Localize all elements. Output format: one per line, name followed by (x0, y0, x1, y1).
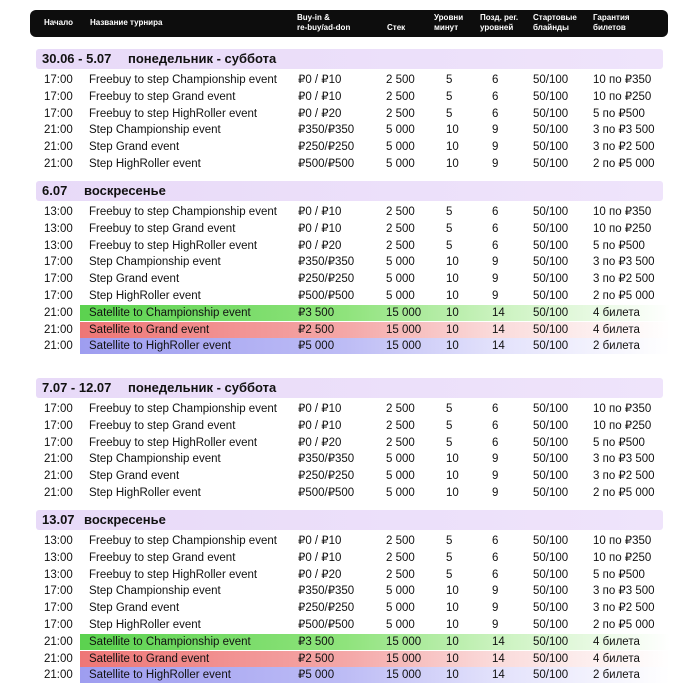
cell-levels: 10 (446, 124, 459, 137)
day-header (36, 49, 663, 69)
table-row (0, 238, 700, 255)
cell-buyin: ₽350/₽350 (298, 124, 355, 137)
cell-stack: 5 000 (386, 470, 415, 483)
cell-levels: 5 (446, 74, 453, 86)
cell-guarantee: 3 по ₽3 500 (593, 256, 655, 269)
cell-stack: 2 500 (386, 419, 415, 432)
cell-blinds: 50/100 (533, 74, 569, 86)
table-row (0, 89, 700, 106)
table-row (0, 271, 700, 288)
cell-time: 17:00 (44, 602, 73, 615)
table-row (0, 72, 700, 89)
cell-stack: 15 000 (386, 323, 422, 336)
cell-blinds: 50/100 (533, 206, 569, 218)
cell-levels: 5 (446, 107, 453, 120)
cell-tournament-name: Freebuy to step Championship event (89, 74, 277, 86)
cell-stack: 5 000 (386, 273, 415, 286)
cell-stack: 5 000 (386, 290, 415, 302)
cell-late-reg: 6 (492, 551, 499, 564)
cell-guarantee: 2 билета (593, 340, 640, 353)
table-row (0, 468, 700, 485)
cell-guarantee: 3 по ₽2 500 (593, 273, 655, 286)
cell-stack: 2 500 (386, 107, 415, 120)
header-guarantee-line1: Гарантия (593, 13, 630, 22)
table-row (0, 418, 700, 435)
cell-blinds: 50/100 (533, 635, 569, 648)
header-levels-line1: Уровни (434, 13, 464, 22)
table-row (0, 435, 700, 452)
cell-tournament-name: Freebuy to step Championship event (89, 403, 277, 415)
table-row (0, 451, 700, 468)
cell-buyin: ₽0 / ₽20 (298, 107, 342, 120)
header-start: Начало (44, 18, 73, 27)
cell-time: 21:00 (44, 323, 73, 336)
table-row (0, 122, 700, 139)
cell-stack: 5 000 (386, 453, 415, 466)
cell-blinds: 50/100 (533, 340, 569, 353)
cell-buyin: ₽0 / ₽10 (298, 90, 342, 103)
cell-stack: 5 000 (386, 124, 415, 137)
cell-buyin: ₽0 / ₽20 (298, 436, 342, 449)
cell-stack: 2 500 (386, 436, 415, 449)
cell-buyin: ₽5 000 (298, 340, 335, 353)
cell-buyin: ₽250/₽250 (298, 273, 355, 286)
cell-blinds: 50/100 (533, 568, 569, 581)
cell-time: 21:00 (44, 306, 73, 319)
cell-guarantee: 2 по ₽5 000 (593, 487, 655, 499)
cell-late-reg: 9 (492, 290, 499, 302)
cell-levels: 10 (446, 602, 459, 615)
cell-buyin: ₽3 500 (298, 635, 335, 648)
cell-blinds: 50/100 (533, 453, 569, 466)
cell-time: 21:00 (44, 453, 73, 466)
cell-stack: 5 000 (386, 585, 415, 598)
cell-time: 17:00 (44, 74, 73, 86)
cell-time: 21:00 (44, 652, 73, 665)
cell-guarantee: 10 по ₽250 (593, 419, 652, 432)
cell-tournament-name: Step Championship event (89, 256, 221, 269)
table-row (0, 485, 700, 502)
cell-time: 13:00 (44, 239, 73, 252)
cell-tournament-name: Step HighRoller event (89, 619, 201, 631)
cell-blinds: 50/100 (533, 551, 569, 564)
table-row (0, 667, 700, 684)
cell-levels: 5 (446, 436, 453, 449)
cell-time: 21:00 (44, 141, 73, 154)
cell-guarantee: 2 по ₽5 000 (593, 290, 655, 302)
cell-tournament-name: Satellite to Grand event (89, 323, 210, 336)
cell-stack: 15 000 (386, 306, 422, 319)
cell-stack: 2 500 (386, 239, 415, 252)
cell-time: 21:00 (44, 470, 73, 483)
cell-tournament-name: Satellite to Grand event (89, 652, 210, 665)
cell-late-reg: 9 (492, 602, 499, 615)
cell-levels: 5 (446, 419, 453, 432)
cell-stack: 2 500 (386, 568, 415, 581)
day-weekdays: воскресенье (84, 183, 166, 198)
day-header (36, 181, 663, 201)
cell-time: 13:00 (44, 551, 73, 564)
header-buyin-line2: re-buy/ad-don (297, 23, 351, 32)
cell-late-reg: 14 (492, 340, 505, 353)
table-row (0, 634, 700, 651)
cell-tournament-name: Satellite to Championship event (89, 635, 251, 648)
cell-blinds: 50/100 (533, 403, 569, 415)
cell-time: 21:00 (44, 340, 73, 353)
cell-buyin: ₽250/₽250 (298, 470, 355, 483)
cell-blinds: 50/100 (533, 652, 569, 665)
cell-buyin: ₽250/₽250 (298, 141, 355, 154)
cell-stack: 5 000 (386, 487, 415, 499)
table-row (0, 221, 700, 238)
table-row (0, 567, 700, 584)
cell-late-reg: 9 (492, 158, 499, 170)
cell-tournament-name: Freebuy to step HighRoller event (89, 239, 258, 252)
cell-late-reg: 6 (492, 403, 499, 415)
cell-late-reg: 9 (492, 453, 499, 466)
cell-tournament-name: Freebuy to step Championship event (89, 206, 277, 218)
header-latereg-line2: уровней (480, 23, 514, 32)
cell-time: 17:00 (44, 585, 73, 598)
cell-time: 21:00 (44, 487, 73, 499)
cell-blinds: 50/100 (533, 290, 569, 302)
header-blinds-line2: блайнды (533, 23, 569, 32)
cell-guarantee: 4 билета (593, 635, 640, 648)
cell-late-reg: 9 (492, 256, 499, 269)
table-row (0, 533, 700, 550)
cell-late-reg: 9 (492, 124, 499, 137)
cell-buyin: ₽3 500 (298, 306, 335, 319)
cell-tournament-name: Satellite to HighRoller event (89, 669, 231, 682)
cell-buyin: ₽0 / ₽10 (298, 403, 342, 415)
cell-buyin: ₽0 / ₽10 (298, 74, 342, 86)
cell-time: 21:00 (44, 635, 73, 648)
cell-levels: 5 (446, 568, 453, 581)
table-row (0, 600, 700, 617)
cell-blinds: 50/100 (533, 602, 569, 615)
cell-guarantee: 10 по ₽350 (593, 535, 652, 547)
cell-buyin: ₽0 / ₽10 (298, 535, 342, 547)
cell-late-reg: 9 (492, 470, 499, 483)
cell-late-reg: 9 (492, 487, 499, 499)
cell-buyin: ₽500/₽500 (298, 619, 355, 631)
cell-late-reg: 9 (492, 273, 499, 286)
table-row (0, 401, 700, 418)
cell-buyin: ₽500/₽500 (298, 158, 355, 170)
cell-buyin: ₽0 / ₽20 (298, 568, 342, 581)
cell-tournament-name: Freebuy to step HighRoller event (89, 568, 258, 581)
cell-guarantee: 3 по ₽3 500 (593, 453, 655, 466)
header-stack: Стек (387, 23, 406, 32)
cell-late-reg: 6 (492, 419, 499, 432)
cell-buyin: ₽5 000 (298, 669, 335, 682)
cell-stack: 5 000 (386, 256, 415, 269)
cell-levels: 10 (446, 635, 459, 648)
header-name: Название турнира (90, 18, 163, 27)
cell-guarantee: 4 билета (593, 306, 640, 319)
cell-blinds: 50/100 (533, 306, 569, 319)
cell-tournament-name: Freebuy to step HighRoller event (89, 107, 258, 120)
header-latereg-line1: Позд. рег. (480, 13, 519, 22)
header-levels-line2: минут (434, 23, 459, 32)
cell-levels: 10 (446, 323, 459, 336)
cell-levels: 10 (446, 453, 459, 466)
cell-time: 17:00 (44, 107, 73, 120)
cell-buyin: ₽0 / ₽10 (298, 222, 342, 235)
cell-time: 17:00 (44, 290, 73, 302)
cell-late-reg: 14 (492, 652, 505, 665)
cell-guarantee: 10 по ₽350 (593, 74, 652, 86)
table-row (0, 583, 700, 600)
table-row (0, 305, 700, 322)
cell-late-reg: 6 (492, 436, 499, 449)
cell-buyin: ₽0 / ₽20 (298, 239, 342, 252)
cell-stack: 2 500 (386, 551, 415, 564)
cell-guarantee: 3 по ₽2 500 (593, 602, 655, 615)
table-header (30, 10, 668, 37)
cell-blinds: 50/100 (533, 256, 569, 269)
cell-guarantee: 2 по ₽5 000 (593, 619, 655, 631)
cell-tournament-name: Step Grand event (89, 602, 180, 615)
cell-stack: 15 000 (386, 652, 422, 665)
cell-stack: 5 000 (386, 619, 415, 631)
cell-guarantee: 2 по ₽5 000 (593, 158, 655, 170)
cell-tournament-name: Step Grand event (89, 273, 180, 286)
cell-blinds: 50/100 (533, 470, 569, 483)
cell-late-reg: 6 (492, 222, 499, 235)
cell-late-reg: 9 (492, 585, 499, 598)
day-date: 6.07 (42, 183, 68, 198)
header-buyin-line1: Buy-in & (297, 13, 330, 22)
cell-guarantee: 5 по ₽500 (593, 436, 645, 449)
table-row (0, 322, 700, 339)
cell-levels: 10 (446, 585, 459, 598)
cell-stack: 2 500 (386, 90, 415, 103)
table-row (0, 106, 700, 123)
day-date: 7.07 - 12.07 (42, 380, 112, 395)
cell-time: 13:00 (44, 206, 73, 218)
cell-late-reg: 6 (492, 568, 499, 581)
cell-guarantee: 4 билета (593, 323, 640, 336)
table-row (0, 288, 700, 305)
cell-levels: 10 (446, 141, 459, 154)
cell-levels: 5 (446, 535, 453, 547)
day-weekdays: понедельник - суббота (128, 51, 277, 66)
cell-time: 17:00 (44, 436, 73, 449)
cell-buyin: ₽350/₽350 (298, 453, 355, 466)
cell-time: 17:00 (44, 619, 73, 631)
cell-guarantee: 3 по ₽3 500 (593, 124, 655, 137)
cell-buyin: ₽0 / ₽10 (298, 419, 342, 432)
cell-levels: 10 (446, 652, 459, 665)
cell-blinds: 50/100 (533, 669, 569, 682)
cell-blinds: 50/100 (533, 222, 569, 235)
cell-levels: 10 (446, 669, 459, 682)
table-row (0, 156, 700, 173)
cell-levels: 10 (446, 470, 459, 483)
cell-levels: 5 (446, 90, 453, 103)
table-row (0, 651, 700, 668)
cell-stack: 5 000 (386, 141, 415, 154)
cell-late-reg: 6 (492, 206, 499, 218)
cell-tournament-name: Freebuy to step Grand event (89, 90, 236, 103)
cell-buyin: ₽350/₽350 (298, 585, 355, 598)
cell-buyin: ₽250/₽250 (298, 602, 355, 615)
cell-tournament-name: Step HighRoller event (89, 290, 201, 302)
cell-levels: 5 (446, 222, 453, 235)
cell-guarantee: 5 по ₽500 (593, 239, 645, 252)
cell-levels: 10 (446, 273, 459, 286)
cell-stack: 2 500 (386, 535, 415, 547)
cell-stack: 15 000 (386, 669, 422, 682)
cell-blinds: 50/100 (533, 323, 569, 336)
cell-blinds: 50/100 (533, 158, 569, 170)
cell-blinds: 50/100 (533, 585, 569, 598)
cell-tournament-name: Step HighRoller event (89, 487, 201, 499)
cell-blinds: 50/100 (533, 436, 569, 449)
day-header (36, 510, 663, 530)
cell-tournament-name: Step HighRoller event (89, 158, 201, 170)
cell-late-reg: 6 (492, 90, 499, 103)
table-row (0, 254, 700, 271)
cell-buyin: ₽0 / ₽10 (298, 206, 342, 218)
cell-guarantee: 3 по ₽2 500 (593, 470, 655, 483)
cell-blinds: 50/100 (533, 124, 569, 137)
cell-time: 21:00 (44, 158, 73, 170)
cell-late-reg: 9 (492, 619, 499, 631)
table-row (0, 617, 700, 634)
cell-blinds: 50/100 (533, 90, 569, 103)
cell-time: 17:00 (44, 90, 73, 103)
cell-tournament-name: Freebuy to step Grand event (89, 419, 236, 432)
cell-stack: 5 000 (386, 602, 415, 615)
cell-tournament-name: Freebuy to step Championship event (89, 535, 277, 547)
day-date: 30.06 - 5.07 (42, 51, 112, 66)
cell-tournament-name: Freebuy to step HighRoller event (89, 436, 258, 449)
cell-tournament-name: Satellite to Championship event (89, 306, 251, 319)
cell-tournament-name: Step Championship event (89, 585, 221, 598)
cell-buyin: ₽350/₽350 (298, 256, 355, 269)
cell-buyin: ₽2 500 (298, 652, 335, 665)
cell-levels: 10 (446, 290, 459, 302)
cell-late-reg: 6 (492, 535, 499, 547)
cell-guarantee: 10 по ₽250 (593, 222, 652, 235)
cell-time: 13:00 (44, 222, 73, 235)
cell-levels: 10 (446, 256, 459, 269)
cell-time: 21:00 (44, 669, 73, 682)
table-row (0, 204, 700, 221)
cell-late-reg: 9 (492, 141, 499, 154)
cell-tournament-name: Freebuy to step Grand event (89, 551, 236, 564)
day-weekdays: воскресенье (84, 512, 166, 527)
cell-time: 13:00 (44, 535, 73, 547)
cell-late-reg: 6 (492, 74, 499, 86)
cell-tournament-name: Step Grand event (89, 141, 180, 154)
cell-levels: 10 (446, 306, 459, 319)
cell-guarantee: 3 по ₽3 500 (593, 585, 655, 598)
cell-tournament-name: Freebuy to step Grand event (89, 222, 236, 235)
cell-blinds: 50/100 (533, 619, 569, 631)
cell-levels: 5 (446, 551, 453, 564)
cell-stack: 2 500 (386, 74, 415, 86)
cell-stack: 2 500 (386, 403, 415, 415)
cell-blinds: 50/100 (533, 107, 569, 120)
cell-buyin: ₽0 / ₽10 (298, 551, 342, 564)
cell-stack: 2 500 (386, 206, 415, 218)
header-blinds-line1: Стартовые (533, 13, 577, 22)
header-guarantee-line2: билетов (593, 23, 626, 32)
cell-stack: 15 000 (386, 340, 422, 353)
cell-blinds: 50/100 (533, 239, 569, 252)
cell-tournament-name: Satellite to HighRoller event (89, 340, 231, 353)
day-weekdays: понедельник - суббота (128, 380, 277, 395)
cell-buyin: ₽2 500 (298, 323, 335, 336)
cell-stack: 15 000 (386, 635, 422, 648)
cell-tournament-name: Step Championship event (89, 453, 221, 466)
table-row (0, 139, 700, 156)
cell-stack: 5 000 (386, 158, 415, 170)
cell-levels: 10 (446, 340, 459, 353)
cell-blinds: 50/100 (533, 141, 569, 154)
table-row (0, 550, 700, 567)
cell-levels: 5 (446, 403, 453, 415)
cell-time: 21:00 (44, 124, 73, 137)
cell-guarantee: 10 по ₽350 (593, 206, 652, 218)
cell-time: 17:00 (44, 403, 73, 415)
cell-guarantee: 4 билета (593, 652, 640, 665)
cell-guarantee: 10 по ₽250 (593, 90, 652, 103)
cell-buyin: ₽500/₽500 (298, 487, 355, 499)
cell-late-reg: 14 (492, 669, 505, 682)
cell-time: 17:00 (44, 256, 73, 269)
cell-time: 17:00 (44, 419, 73, 432)
cell-late-reg: 14 (492, 635, 505, 648)
table-row (0, 338, 700, 355)
cell-blinds: 50/100 (533, 487, 569, 499)
cell-guarantee: 2 билета (593, 669, 640, 682)
cell-time: 17:00 (44, 273, 73, 286)
day-date: 13.07 (42, 512, 75, 527)
cell-guarantee: 5 по ₽500 (593, 107, 645, 120)
cell-tournament-name: Step Championship event (89, 124, 221, 137)
cell-blinds: 50/100 (533, 535, 569, 547)
cell-guarantee: 10 по ₽350 (593, 403, 652, 415)
cell-levels: 10 (446, 158, 459, 170)
cell-late-reg: 6 (492, 239, 499, 252)
cell-late-reg: 14 (492, 323, 505, 336)
cell-levels: 10 (446, 487, 459, 499)
cell-levels: 5 (446, 206, 453, 218)
cell-levels: 5 (446, 239, 453, 252)
cell-late-reg: 14 (492, 306, 505, 319)
cell-stack: 2 500 (386, 222, 415, 235)
cell-blinds: 50/100 (533, 273, 569, 286)
cell-late-reg: 6 (492, 107, 499, 120)
cell-blinds: 50/100 (533, 419, 569, 432)
cell-guarantee: 3 по ₽2 500 (593, 141, 655, 154)
cell-levels: 10 (446, 619, 459, 631)
cell-buyin: ₽500/₽500 (298, 290, 355, 302)
cell-time: 13:00 (44, 568, 73, 581)
cell-tournament-name: Step Grand event (89, 470, 180, 483)
cell-guarantee: 5 по ₽500 (593, 568, 645, 581)
day-header (36, 378, 663, 398)
cell-guarantee: 10 по ₽250 (593, 551, 652, 564)
